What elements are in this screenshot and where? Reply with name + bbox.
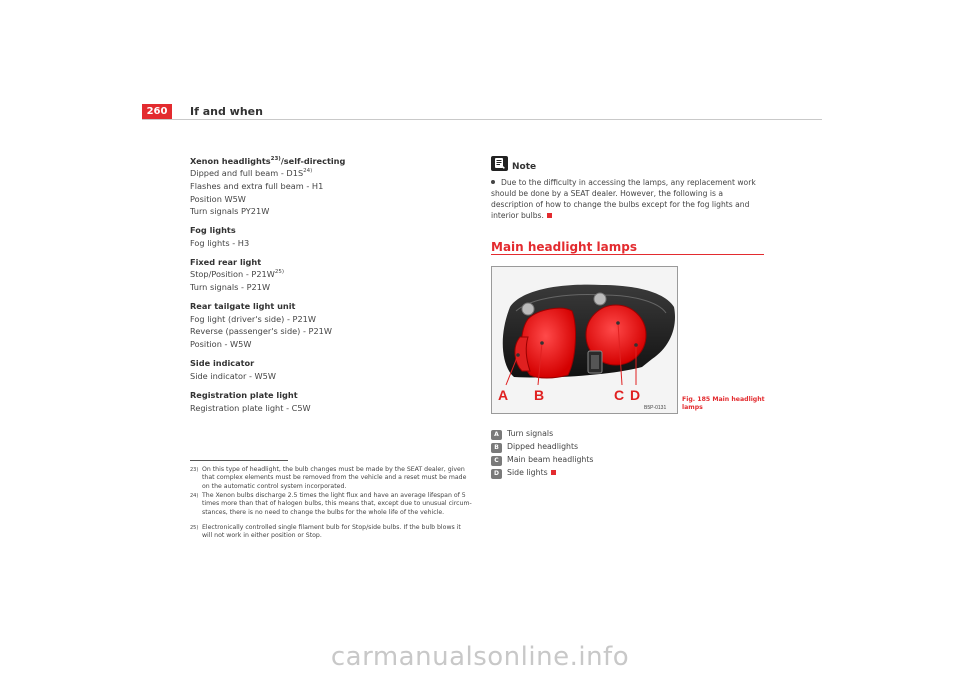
fog-driver-item: Fog light (driver's side) - P21W [190,314,316,324]
figure-caption: Fig. 185 Main headlight lamps [682,396,765,411]
tail-position-item: Position - W5W [190,339,252,349]
headlight-figure [491,266,678,414]
section-divider [491,254,764,255]
figure-label-b: B [534,387,545,403]
header-divider [142,119,822,120]
stop-position-item: Stop/Position - $P21W^{25)}$ [190,269,285,279]
footnote-divider [190,460,288,461]
section-heading: Main headlight lamps [491,240,637,254]
badge-a: A [491,430,502,440]
badge-b: B [491,443,502,453]
dipped-full-item: Dipped and full beam - $D1S^{24)}$ [190,168,313,178]
page-number: 260 [142,104,172,119]
legend-item-a: A Turn signals [491,428,553,440]
footnote-24: 24) The Xenon bulbs discharge 2.5 times the light flux and have an average lifespan of 5 times more than that of halogen bulbs, this means that, except due to unusual circum-stances, there is no need to change the bulbs for the whole life of the vehicle. [190,492,472,516]
end-marker-icon [551,470,556,475]
note-body: Due to the difficulty in accessing the lamps, any replacement work should be done by a SEAT dealer. However, the following is a description of how to change the bulbs except for the fog lights and interior bulbs. [491,178,756,220]
legend-item-c: C Main beam headlights [491,454,594,466]
tailgate-heading: Rear tailgate light unit [190,301,296,311]
position-item: Position W5W [190,194,246,204]
legend-item-b: B Dipped headlights [491,441,578,453]
reverse-item: Reverse (passenger's side) - P21W [190,326,332,336]
fog-item: Fog lights - H3 [190,238,250,248]
note-icon [491,156,508,171]
fog-heading: Fog lights [190,225,236,235]
figure-label-d: D [630,387,641,403]
watermark: carmanualsonline.info [330,642,630,672]
end-marker-icon [547,213,552,218]
fixed-rear-heading: Fixed rear light [190,257,262,267]
footnote-23: 23) On this type of headlight, the bulb changes must be made by the SEAT dealer, given that complex elements must be removed from the vehicle and a reset must be made on the automatic control system incorporated. [190,466,467,490]
legend-item-d: D Side lights [491,467,556,479]
page-header-title: If and when [190,105,263,118]
xenon-heading: Xenon headlights$^{23)}$/self-directing [190,156,346,166]
side-item: Side indicator - W5W [190,371,276,381]
plate-item: Registration plate light - C5W [190,403,311,413]
headlight-illustration [492,267,677,413]
side-heading: Side indicator [190,358,255,368]
figure-label-a: A [498,387,509,403]
figure-code: B5P-0131 [644,405,667,411]
rear-turn-item: Turn signals - P21W [190,282,271,292]
turn-signals-item: Turn signals PY21W [190,206,270,216]
bullet-icon [491,180,495,184]
badge-c: C [491,456,502,466]
note-title: Note [512,162,537,172]
badge-d: D [491,469,502,479]
figure-label-c: C [614,387,625,403]
plate-heading: Registration plate light [190,390,298,400]
flashes-item: Flashes and extra full beam - H1 [190,181,324,191]
footnote-25: 25) Electronically controlled single filament bulb for Stop/side bulbs. If the bulb blows it will not work in either position or Stop. [190,524,461,540]
